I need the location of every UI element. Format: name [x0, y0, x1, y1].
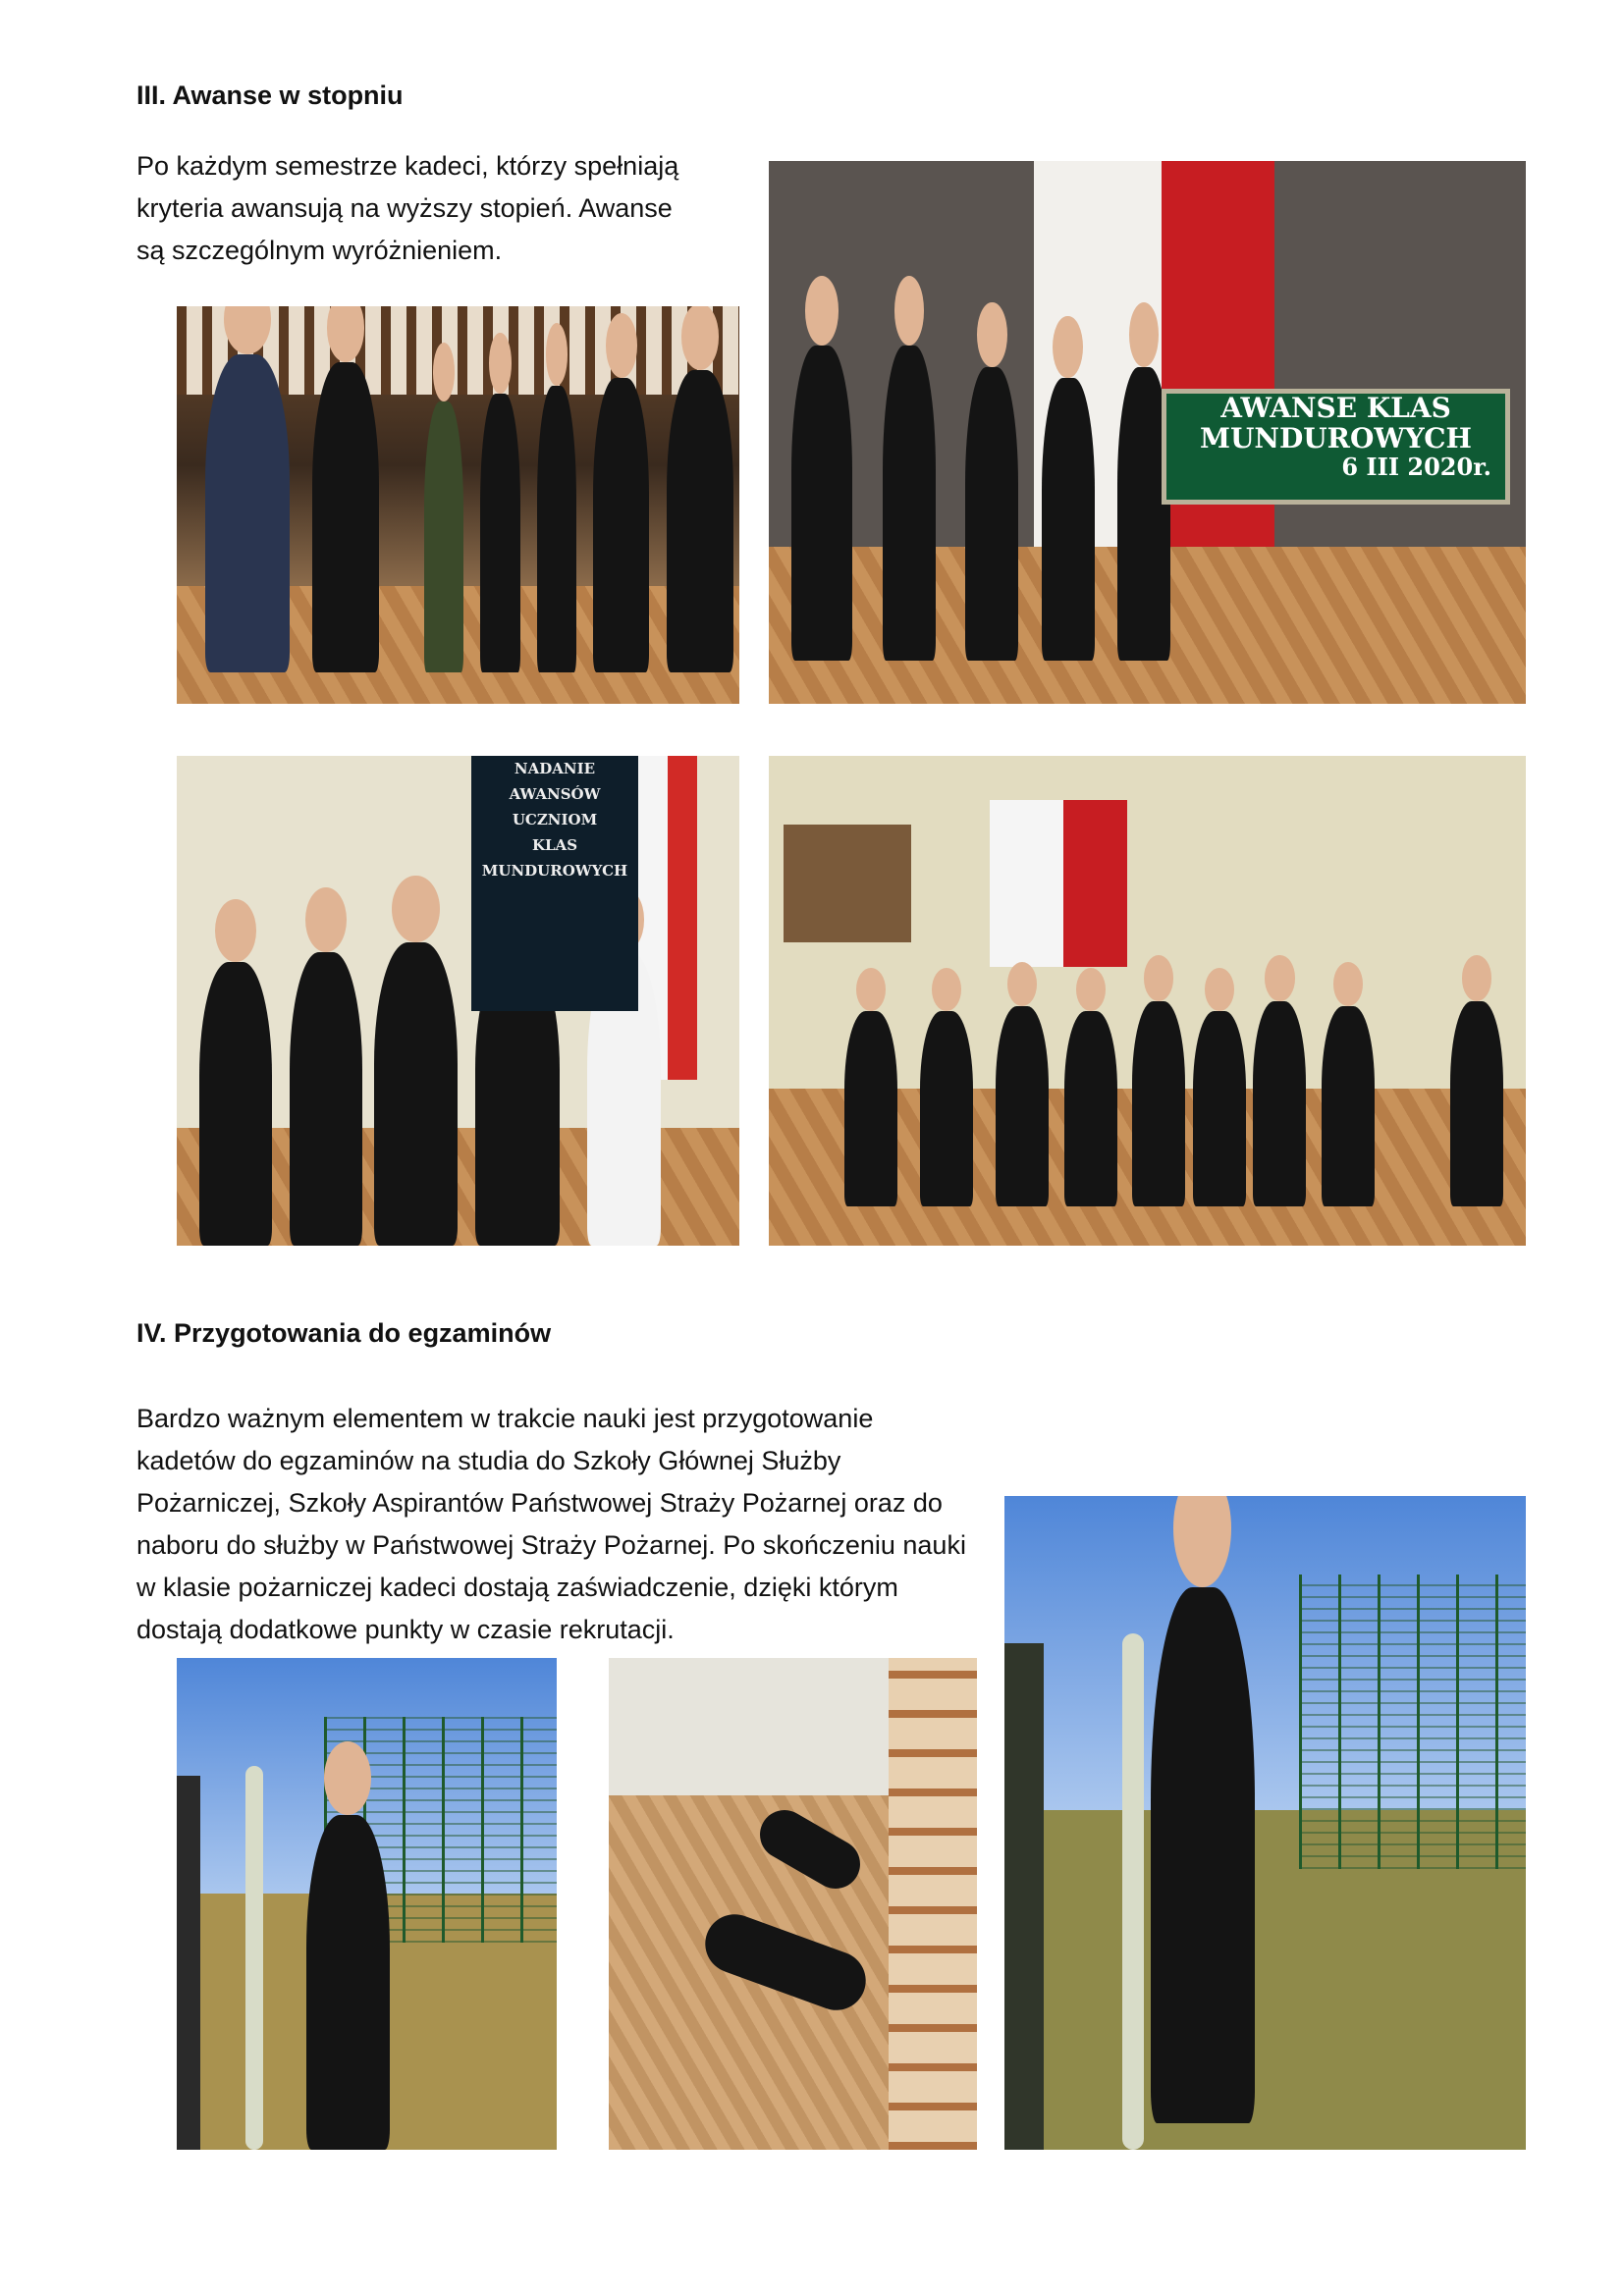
banner-line: KLAS — [531, 836, 578, 854]
paragraph-line: są szczególnym wyróżnieniem. — [136, 236, 503, 265]
banner-line: AWANSÓW — [509, 785, 601, 803]
photo-pullup-girl — [177, 1658, 557, 2150]
photo-situps — [609, 1658, 977, 2150]
paragraph-line: Pożarniczej, Szkoły Aspirantów Państwowej Straży Pożarnej oraz do — [136, 1488, 943, 1518]
sign-line: AWANSE KLAS — [1220, 392, 1451, 424]
photo-promotion-sign — [769, 161, 1526, 704]
photo-students-banner — [177, 756, 739, 1246]
section-4-heading: IV. Przygotowania do egzaminów — [136, 1318, 552, 1348]
sign-date: 6 III 2020r. — [1341, 452, 1491, 481]
paragraph-line: Bardzo ważnym elementem w trakcie nauki jest przygotowanie — [136, 1404, 874, 1433]
photo-gym-lineup — [769, 756, 1526, 1246]
promotion-banner — [471, 756, 638, 1011]
banner-line: NADANIE — [514, 760, 596, 777]
section-4-paragraph — [136, 1398, 992, 1651]
paragraph-line: dostają dodatkowe punkty w czasie rekrutacji. — [136, 1615, 675, 1644]
paragraph-line: kadetów do egzaminów na studia do Szkoły Głównej Służby — [136, 1446, 841, 1475]
sign-line: MUNDUROWYCH — [1199, 421, 1473, 454]
paragraph-line: Po każdym semestrze kadeci, którzy spełniają — [136, 151, 679, 181]
banner-line: MUNDUROWYCH — [481, 862, 628, 880]
awards-sign — [1162, 389, 1510, 505]
banner-line: UCZNIOM — [512, 811, 598, 828]
paragraph-line: w klasie pożarniczej kadeci dostają zaświadczenie, dzięki którym — [136, 1573, 898, 1602]
paragraph-line: naboru do służby w Państwowej Straży Pożarnej. Po skończeniu nauki — [136, 1530, 966, 1560]
section-3-paragraph — [136, 145, 726, 272]
photo-promotion-handshake — [177, 306, 739, 704]
section-3-heading: III. Awanse w stopniu — [136, 80, 404, 110]
photo-pullup-boy — [1004, 1496, 1526, 2150]
paragraph-line: kryteria awansują na wyższy stopień. Awanse — [136, 193, 673, 223]
